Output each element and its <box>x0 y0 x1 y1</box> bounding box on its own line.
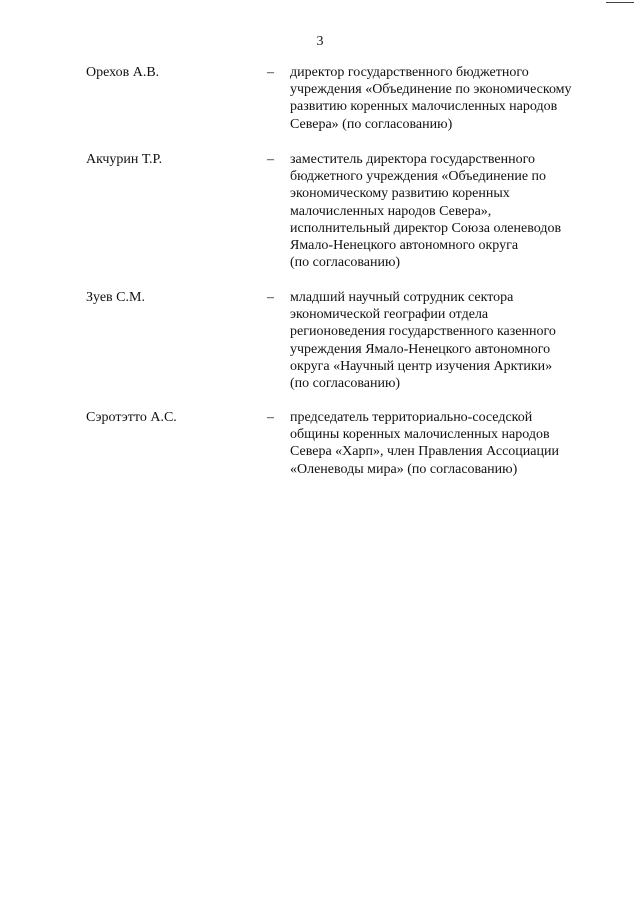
position-line: учреждения Ямало-Ненецкого автономного <box>290 341 551 357</box>
separator-dash: – <box>267 410 274 425</box>
position-line: Ямало-Ненецкого автономного округа <box>290 238 519 254</box>
member-name: Зуев С.М. <box>86 290 145 305</box>
position-line: заместитель директора государственного <box>290 152 535 167</box>
position-line: экономическому развитию коренных <box>290 186 510 202</box>
member-position <box>290 289 600 392</box>
member-name: Сэротэтто А.С. <box>86 410 177 425</box>
position-line: председатель территориально-соседской <box>290 410 533 425</box>
position-line: младший научный сотрудник сектора <box>290 290 514 305</box>
position-line: Севера «Харп», член Правления Ассоциации <box>290 444 559 460</box>
position-line: директор государственного бюджетного <box>290 65 529 80</box>
position-line: учреждения «Объединение по экономическому <box>290 82 572 98</box>
member-name: Акчурин Т.Р. <box>86 152 163 167</box>
position-line: «Оленеводы мира» (по согласованию) <box>290 461 518 477</box>
position-line: общины коренных малочисленных народов <box>290 427 550 443</box>
position-line: (по согласованию) <box>290 255 401 271</box>
separator-dash: – <box>267 290 274 305</box>
position-line: округа «Научный центр изучения Арктики» <box>290 358 553 374</box>
separator-dash: – <box>267 65 274 80</box>
member-position <box>290 64 600 133</box>
position-line: малочисленных народов Севера», <box>290 203 492 219</box>
position-line: экономической географии отдела <box>290 307 489 323</box>
position-line: развитию коренных малочисленных народов <box>290 99 558 115</box>
position-line: исполнительный директор Союза оленеводов <box>290 220 562 236</box>
position-line: бюджетного учреждения «Объединение по <box>290 169 547 185</box>
position-line: Севера» (по согласованию) <box>290 116 453 132</box>
position-line: (по согласованию) <box>290 376 401 392</box>
member-name: Орехов А.В. <box>86 65 160 80</box>
page-number: 3 <box>316 34 324 49</box>
member-position <box>290 151 600 271</box>
position-line: регионоведения государственного казенного <box>290 324 556 340</box>
separator-dash: – <box>267 152 274 167</box>
member-position <box>290 409 600 478</box>
